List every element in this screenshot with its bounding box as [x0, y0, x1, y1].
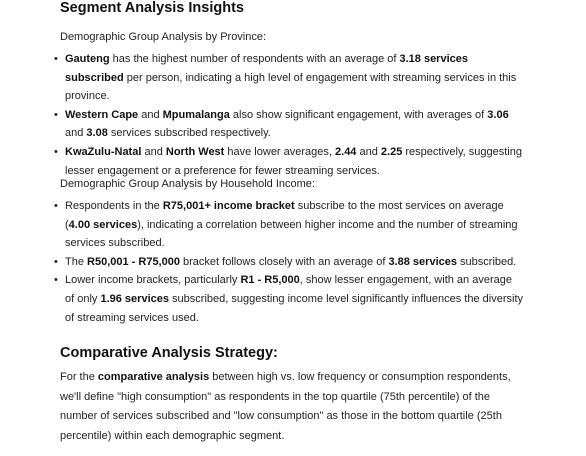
- text-run: Respondents in the: [65, 200, 163, 212]
- list-item: [54, 143, 524, 180]
- bold-text: 1.96 services: [100, 292, 169, 305]
- text-run: For the: [60, 371, 98, 383]
- text-run: subscribed, suggesting income level significantly influences the diversity of streaming services used.: [65, 292, 523, 324]
- income-bullet-list: [54, 197, 524, 327]
- bold-text: Western Cape: [65, 108, 139, 121]
- bold-text: 3.18 services subscribed: [65, 53, 468, 84]
- bullet-icon: •: [54, 108, 58, 121]
- text-run: , show lesser engagement, with an average of only: [65, 274, 512, 305]
- bold-text: R75,001+ income bracket: [162, 200, 295, 212]
- text-run: The: [65, 255, 88, 268]
- bullet-icon: •: [54, 53, 58, 65]
- list-item: [54, 271, 524, 327]
- comparative-analysis-heading: Comparative Analysis Strategy:: [60, 345, 278, 361]
- text-run: subscribed.: [456, 255, 517, 268]
- text-run: Lower income brackets, particularly: [65, 274, 241, 287]
- bullet-icon: •: [54, 145, 58, 158]
- text-run: between high vs. low frequency or consumption respondents, we'll define "high consumption" as respondents in the top quartile (75th percentile) of the number of services subscribed and "low consumption" as those in the bottom quartile (25th percentile) within each demographic segment.: [60, 371, 511, 442]
- text-run: and: [356, 145, 381, 158]
- bold-text: Gauteng: [65, 53, 110, 65]
- bullet-icon: •: [54, 255, 58, 268]
- text-run: ), indicating a correlation between higher income and the number of streaming services subscribed.: [65, 218, 518, 250]
- bullet-icon: •: [54, 200, 58, 212]
- bold-text: 4.00 services: [68, 218, 138, 231]
- text-run: per person, indicating a high level of engagement with streaming services in this province.: [65, 71, 517, 103]
- text-run: have lower averages,: [224, 145, 336, 158]
- bold-text: 2.25: [380, 145, 403, 158]
- text-run: and: [138, 108, 163, 121]
- text-run: bracket follows closely with an average of: [179, 255, 389, 268]
- text-run: also show significant engagement, with averages of: [229, 108, 488, 121]
- bold-text: North West: [165, 145, 225, 158]
- bullet-icon: •: [54, 274, 58, 287]
- list-item: [54, 50, 524, 106]
- bold-text: 3.08: [86, 127, 108, 140]
- list-item: [54, 253, 524, 272]
- list-item: [54, 106, 524, 143]
- bold-text: 3.06: [487, 108, 509, 121]
- bold-text: 2.44: [335, 145, 357, 158]
- bold-text: R1 - R5,000: [240, 274, 300, 287]
- list-item: [54, 197, 524, 253]
- text-run: and: [141, 145, 166, 158]
- province-bullet-list: [54, 50, 524, 180]
- bold-text: Mpumalanga: [162, 108, 230, 121]
- comparative-paragraph: [60, 368, 520, 446]
- text-run: respectively, suggesting lesser engagement or a preference for fewer streaming services.: [65, 145, 522, 177]
- segment-analysis-heading: Segment Analysis Insights: [60, 0, 244, 16]
- bold-text: KwaZulu-Natal: [65, 145, 142, 158]
- bold-text: R50,001 - R75,000: [87, 255, 180, 268]
- text-run: and: [65, 127, 87, 140]
- text-run: has the highest number of respondents with an average of: [109, 53, 400, 65]
- bold-text: comparative analysis: [97, 371, 210, 383]
- text-run: services subscribed respectively.: [107, 127, 271, 140]
- income-subheading: Demographic Group Analysis by Household Income:: [60, 178, 315, 190]
- province-subheading: Demographic Group Analysis by Province:: [60, 31, 267, 43]
- text-run: subscribe to the most services on average (: [65, 200, 504, 231]
- bold-text: 3.88 services: [388, 255, 457, 268]
